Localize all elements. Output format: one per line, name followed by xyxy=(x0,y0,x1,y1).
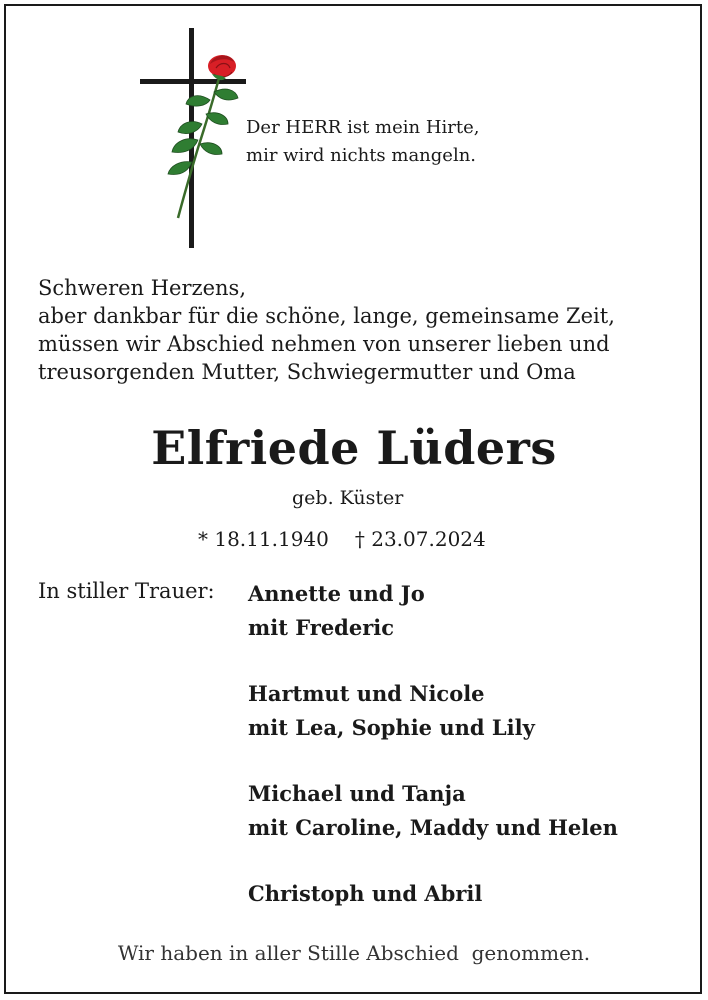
closing-line: Wir haben in aller Stille Abschied genommen. xyxy=(117,941,591,965)
mourner-line: Hartmut und Nicole xyxy=(248,681,485,706)
mourner-line: Annette und Jo xyxy=(248,581,425,606)
intro-text xyxy=(38,274,615,386)
intro-line: müssen wir Abschied nehmen von unserer lieben und xyxy=(38,332,610,356)
psalm-line: Der HERR ist mein Hirte, xyxy=(246,117,480,138)
mourning-label: In stiller Trauer: xyxy=(38,579,215,603)
mourner-line: mit Frederic xyxy=(248,615,395,640)
psalm-line: mir wird nichts mangeln. xyxy=(246,145,477,166)
cross-with-rose-icon xyxy=(136,28,252,250)
mourner-line: mit Caroline, Maddy und Helen xyxy=(248,815,618,840)
intro-line: aber dankbar für die schöne, lange, gemeinsame Zeit, xyxy=(38,304,615,328)
intro-line: Schweren Herzens, xyxy=(38,276,246,300)
birth-date: * 18.11.1940 xyxy=(198,527,329,551)
death-date: † 23.07.2024 xyxy=(354,527,486,551)
cross-horizontal-beam xyxy=(140,79,246,84)
psalm-quote xyxy=(246,114,479,170)
cross-vertical-beam xyxy=(189,28,194,248)
mourner-line: Michael und Tanja xyxy=(248,781,466,806)
mourner-line: Christoph und Abril xyxy=(248,881,483,906)
deceased-name: Elfriede Lüders xyxy=(151,421,557,475)
birth-name: geb. Küster xyxy=(292,487,404,509)
rose-bloom xyxy=(208,55,236,80)
mourner-group xyxy=(248,777,618,845)
mourner-group xyxy=(248,577,618,645)
mourners-list xyxy=(248,577,618,943)
mourner-line: mit Lea, Sophie und Lily xyxy=(248,715,535,740)
mourner-group xyxy=(248,677,618,745)
mourner-group xyxy=(248,877,618,911)
intro-line: treusorgenden Mutter, Schwiegermutter und Oma xyxy=(38,360,576,384)
life-dates xyxy=(198,524,486,554)
